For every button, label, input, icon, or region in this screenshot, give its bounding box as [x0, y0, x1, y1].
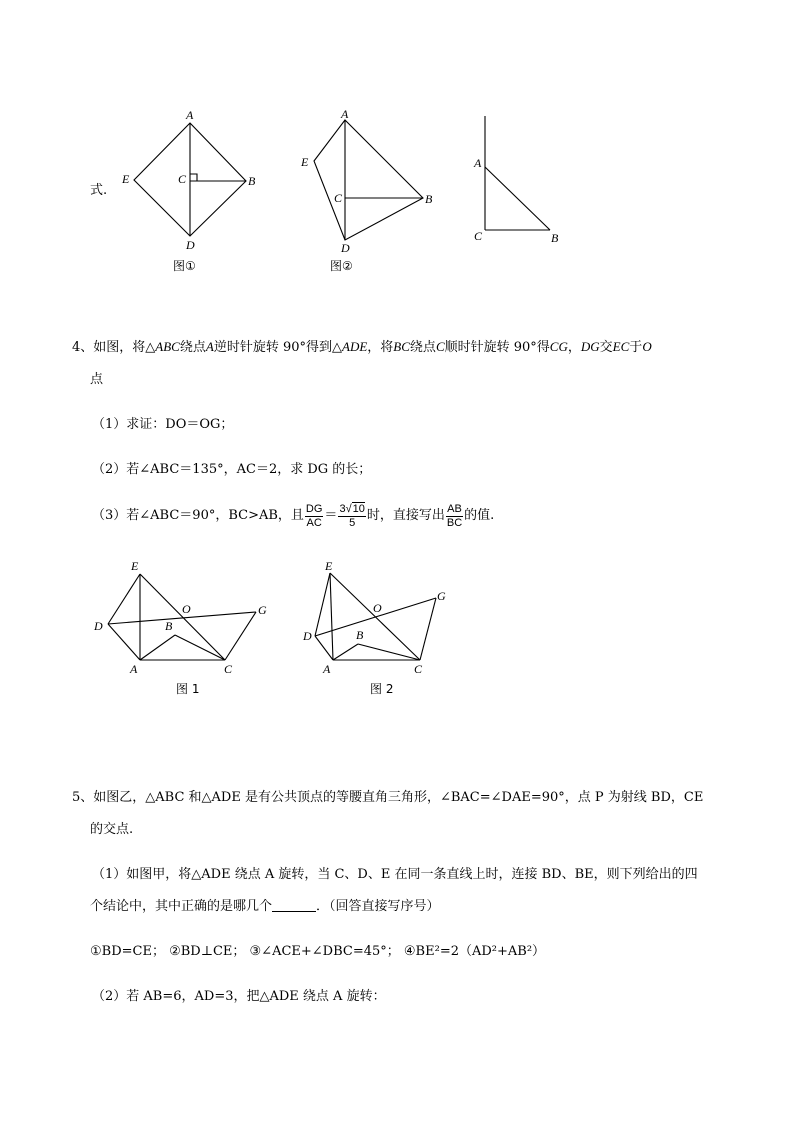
p4f2-label-g: G	[437, 589, 446, 603]
p4f2-ed	[315, 573, 330, 636]
fraction-numerator: DG	[305, 502, 323, 515]
problem4-stem-text: 顺时针旋转 90°得	[444, 340, 550, 355]
problem4-stem-text: 绕点	[409, 340, 436, 355]
p4f1-label-g: G	[258, 603, 267, 617]
p4f2-da	[315, 636, 333, 660]
p4f2-label-a: A	[323, 662, 331, 676]
problem4-stem-var: EC	[612, 339, 630, 354]
fig1-caption: 图①	[173, 259, 196, 273]
problem4-stem-text: 逆时针旋转 90°得到△	[213, 340, 342, 355]
problem5-question-1-line2	[90, 899, 440, 915]
fig2-label-c: C	[334, 191, 343, 205]
problem4-stem-text: 如图，将△	[93, 340, 156, 355]
problem5-question-2: （2）若 AB=6，AD=3，把△ADE 绕点 A 旋转：	[92, 989, 386, 1004]
problem5-stem-line2: 的交点.	[90, 822, 134, 837]
fig1-label-e: E	[122, 172, 130, 186]
problem4-stem-var: O	[642, 339, 652, 354]
problem4-number: 4、	[72, 340, 94, 355]
p4f1-bc	[175, 635, 225, 660]
p4f2-label-b: B	[356, 628, 364, 642]
fig2-caption: 图②	[330, 259, 353, 273]
equals-sign: ＝	[324, 508, 338, 523]
problem4-stem-line2: 点	[90, 372, 104, 387]
p4f1-ab	[140, 635, 175, 660]
fig3-label-c: C	[474, 229, 483, 243]
fig1-label-d: D	[186, 238, 195, 252]
problem4-question-2: （2）若∠ABC＝135°，AC＝2，求 DG 的长；	[92, 462, 372, 477]
p4f1-label-e: E	[131, 559, 139, 573]
q3-prefix: （3）若∠ABC＝90°，BC>AB，且	[92, 508, 304, 523]
p4f1-ed	[108, 574, 140, 624]
fig2-label-d: D	[341, 241, 350, 255]
p4f1-cg	[225, 612, 256, 660]
fraction-denominator: BC	[446, 516, 463, 529]
p4f2-ae	[330, 573, 333, 660]
fig3-label-b: B	[551, 231, 559, 245]
p4f1-label-a: A	[130, 662, 138, 676]
radicand: 10	[352, 503, 365, 515]
p4f1-label-d: D	[94, 619, 103, 633]
fig2-label-b: B	[425, 192, 433, 206]
fig1-label-a: A	[186, 108, 194, 122]
problem4-stem-text: ，将	[367, 340, 394, 355]
problem4-question-1: （1）求证：DO＝OG；	[92, 417, 234, 432]
p4f2-label-o: O	[373, 601, 382, 615]
answer-blank[interactable]	[272, 899, 316, 912]
p4f2-cg	[420, 598, 436, 660]
problem5-question-1-line1: （1）如图甲，将△ADE 绕点 A 旋转，当 C、D、E 在同一条直线上时，连接 BD、BE，则下列给出的四	[92, 867, 698, 882]
fig3-label-a: A	[474, 156, 482, 170]
p4f1-label-o: O	[182, 602, 191, 616]
problem4-stem-var: DG	[580, 339, 600, 354]
fig1-label-c: C	[178, 172, 187, 186]
p4f2-ab	[333, 644, 358, 660]
p4f1-label-b: B	[165, 619, 173, 633]
radical-icon: √	[345, 503, 352, 515]
q3-suffix: 的值.	[464, 508, 495, 523]
fig1-label-b: B	[248, 174, 256, 188]
fig2-label-a: A	[341, 107, 349, 121]
p4f1-da	[108, 624, 140, 660]
problem4-stem-text: ，	[567, 340, 581, 355]
p4f2-bc	[358, 644, 420, 660]
fraction-numerator: AB	[447, 502, 462, 515]
problem4-stem-var: CG	[549, 339, 568, 354]
problem4-stem-var: C	[435, 339, 445, 354]
problem4-stem-var: ABC	[155, 339, 180, 354]
p4f2-label-d: D	[303, 629, 312, 643]
q1-line2-tail: ．（回答直接写序号）	[316, 899, 440, 914]
p4f1-caption: 图 1	[176, 682, 200, 696]
p4f2-label-c: C	[414, 662, 423, 676]
fraction-denominator: 5	[349, 517, 356, 529]
p4f2-caption: 图 2	[370, 682, 394, 696]
problem4-stem-text: 绕点	[179, 340, 206, 355]
q3-mid: 时，直接写出	[366, 508, 445, 523]
p4f1-ec	[140, 574, 225, 660]
fraction-denominator: AC	[306, 516, 322, 529]
problem5-options: ①BD=CE； ②BD⊥CE； ③∠ACE+∠DBC=45°； ④BE²=2（AD²+AB²）	[90, 944, 546, 959]
problem4-stem-text: 于	[629, 340, 643, 355]
q1-line2-text: 个结论中，其中正确的是哪几个	[90, 899, 273, 914]
previous-text-fragment: 式.	[90, 183, 108, 198]
problem5-stem-line1: 5、如图乙，△ABC 和△ADE 是有公共顶点的等腰直角三角形，∠BAC=∠DAE=90°，点 P 为射线 BD，CE	[72, 790, 704, 805]
fig2-label-e: E	[301, 155, 309, 169]
problem4-stem-var: ADE	[342, 339, 368, 354]
coefficient: 3	[339, 503, 346, 515]
problem4-stem-var: A	[205, 339, 214, 354]
p4f2-ec	[330, 573, 420, 660]
problem4-stem-var: BC	[393, 339, 410, 354]
p4f2-label-e: E	[325, 559, 333, 573]
p4f1-label-c: C	[224, 662, 233, 676]
problem4-stem-text: 交	[599, 340, 613, 355]
